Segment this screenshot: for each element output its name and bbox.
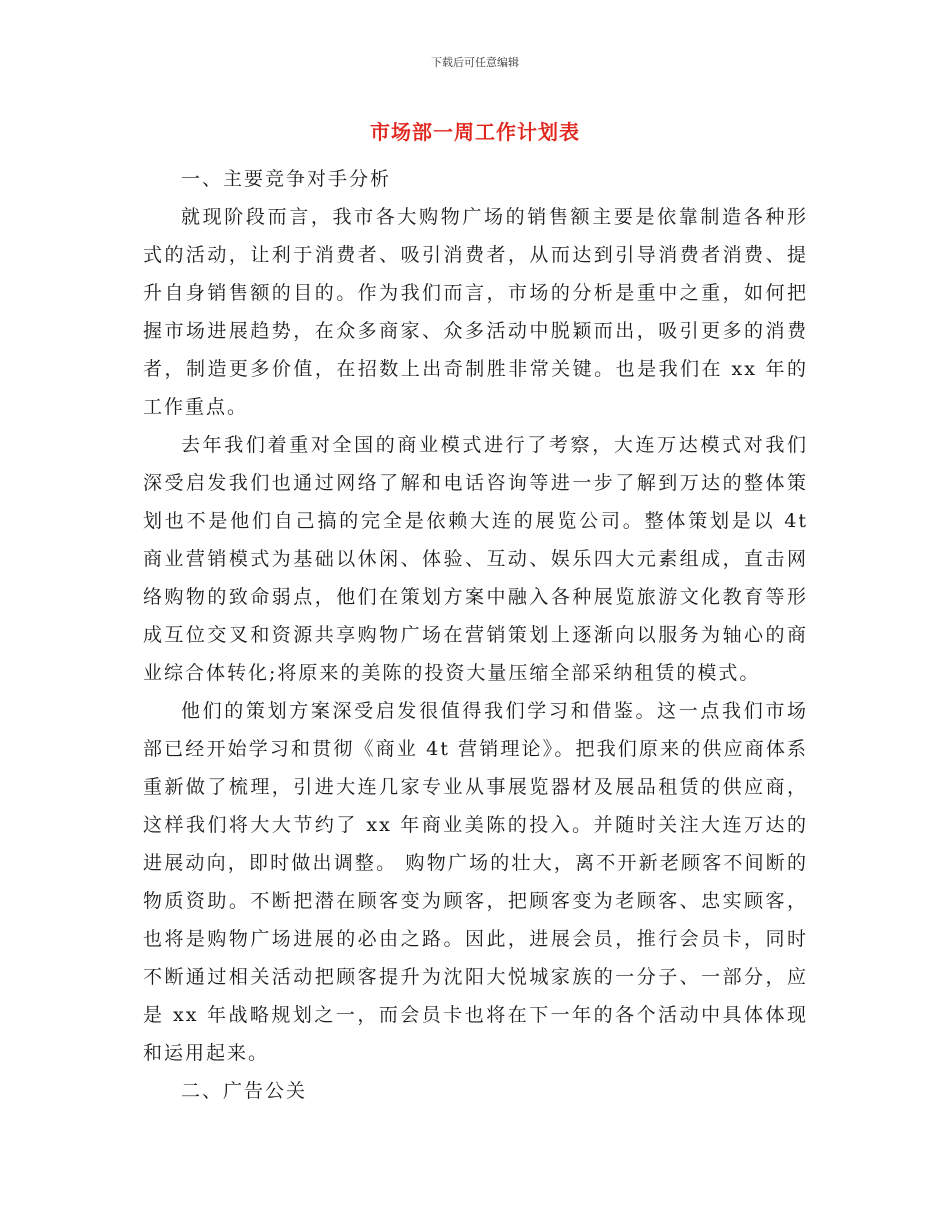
header-note: 下载后可任意编辑 <box>431 56 519 69</box>
document-body <box>143 160 808 1110</box>
document-title: 市场部一周工作计划表 <box>370 120 580 144</box>
paragraph: 他们的策划方案深受启发很值得我们学习和借鉴。这一点我们市场部已经开始学习和贯彻《商业 4t 营销理论》。把我们原来的供应商体系重新做了梳理，引进大连几家专业从事展览器材及展品租赁的供应商，这样我们将大大节约了 xx 年商业美陈的投入。并随时关注大连万达的进展动向，即时做出调整。 购物广场的壮大，离不开新老顾客不间断的物质资助。不断把潜在顾客变为顾客，把顾客变为老顾客、忠实顾客，也将是购物广场进展的必由之路。因此，进展会员，推行会员卡，同时不断通过相关活动把顾客提升为沈阳大悦城家族的一分子、一部分，应是 xx 年战略规划之一，而会员卡也将在下一年的各个活动中具体体现和运用起来。 <box>143 700 808 1064</box>
paragraph: 去年我们着重对全国的商业模式进行了考察，大连万达模式对我们深受启发我们也通过网络了解和电话咨询等进一步了解到万达的整体策划也不是他们自己搞的完全是依赖大连的展览公司。整体策划是以 4t 商业营销模式为基础以休闲、体验、互动、娱乐四大元素组成，直击网络购物的致命弱点，他们在策划方案中融入各种展览旅游文化教育等形成互位交叉和资源共享购物广场在营销策划上逐渐向以服务为轴心的商业综合体转化;将原来的美陈的投资大量压缩全部采纳租赁的模式。 <box>143 434 808 684</box>
paragraph: 就现阶段而言，我市各大购物广场的销售额主要是依靠制造各种形式的活动，让利于消费者、吸引消费者，从而达到引导消费者消费、提升自身销售额的目的。作为我们而言，市场的分析是重中之重，如何把握市场进展趋势，在众多商家、众多活动中脱颖而出，吸引更多的消费者，制造更多价值，在招数上出奇制胜非常关键。也是我们在 xx 年的工作重点。 <box>143 206 808 418</box>
section-heading-competitor-analysis: 一、主要竞争对手分析 <box>181 168 392 190</box>
section-heading-advertising-pr: 二、广告公关 <box>181 1080 308 1102</box>
